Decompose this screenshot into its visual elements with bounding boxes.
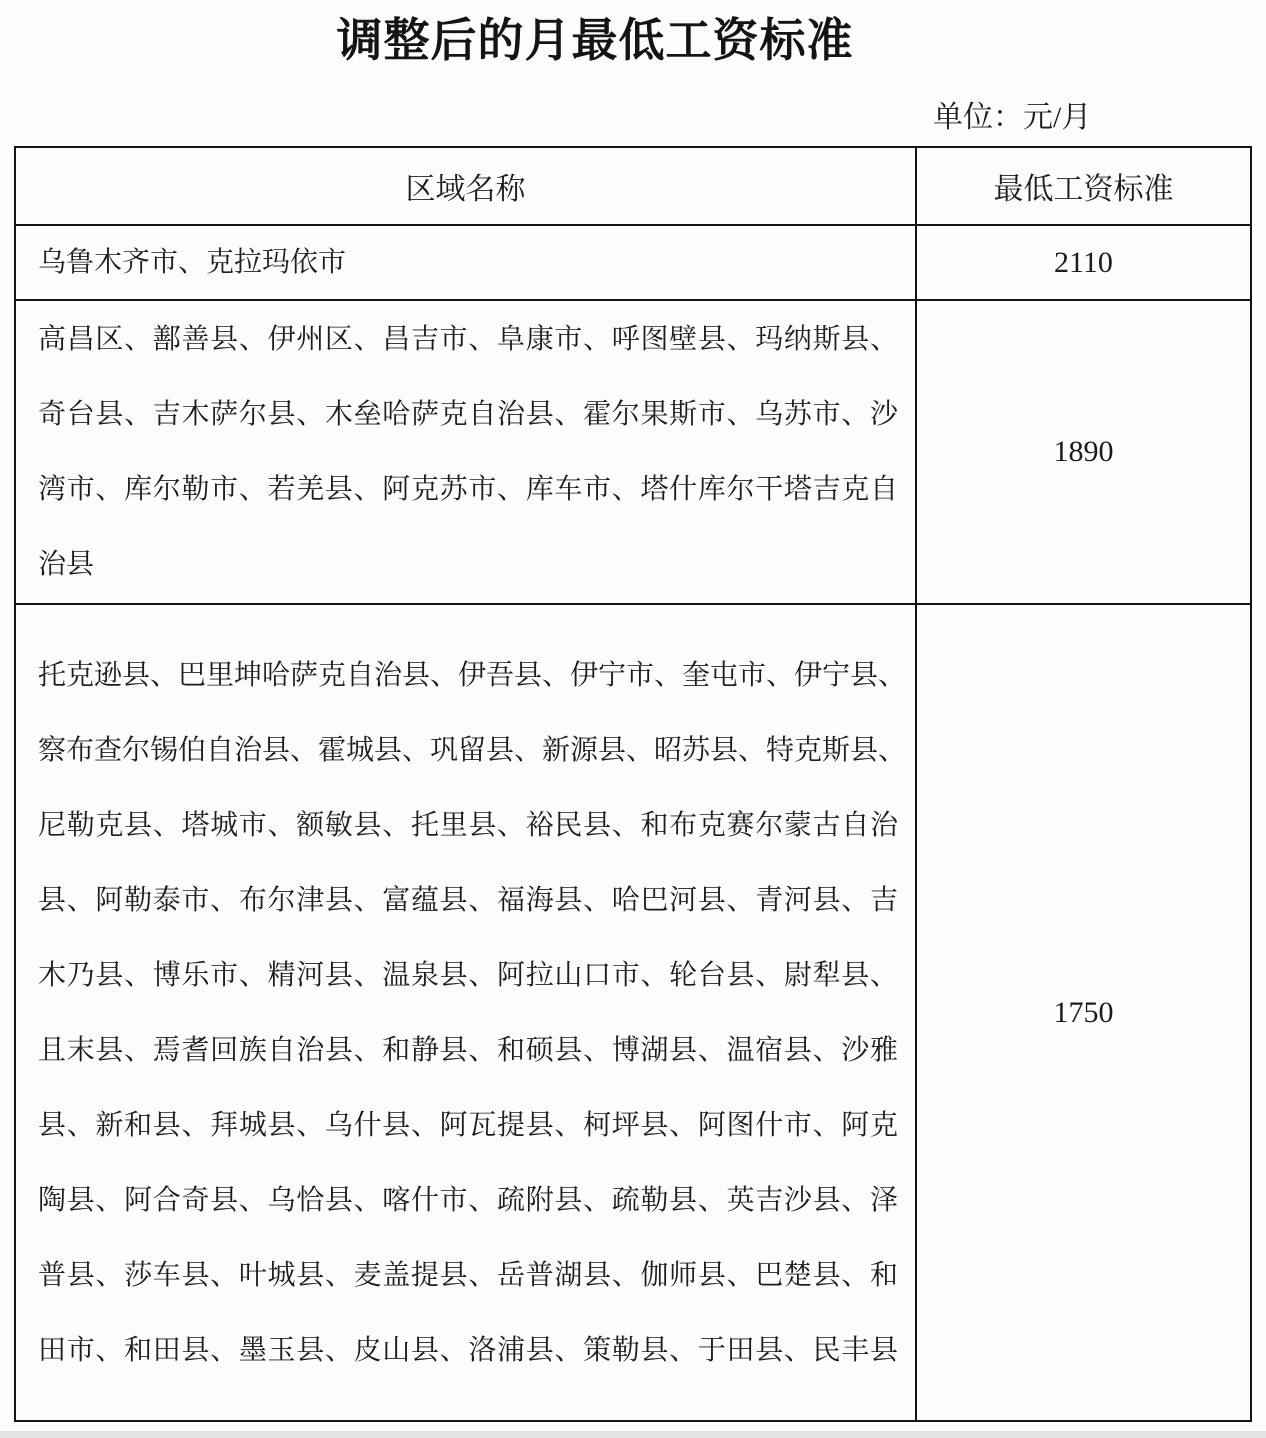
table-row — [16, 224, 1250, 299]
region-text-line: 湾市、库尔勒市、若羌县、阿克苏市、库车市、塔什库尔干塔吉克自 — [38, 474, 898, 505]
minimum-wage-table — [14, 146, 1252, 1422]
region-cell — [16, 605, 917, 1420]
region-text-line: 高昌区、鄯善县、伊州区、昌吉市、阜康市、呼图壁县、玛纳斯县、 — [38, 324, 898, 355]
region-text-line: 县、阿勒泰市、布尔津县、富蕴县、福海县、哈巴河县、青河县、吉 — [38, 884, 898, 916]
region-text-line: 托克逊县、巴里坤哈萨克自治县、伊吾县、伊宁市、奎屯市、伊宁县、 — [38, 659, 907, 691]
wage-value: 1750 — [1053, 995, 1114, 1029]
region-text-line: 察布查尔锡伯自治县、霍城县、巩留县、新源县、昭苏县、特克斯县、 — [38, 734, 907, 766]
region-cell — [16, 226, 917, 299]
region-text-line: 奇台县、吉木萨尔县、木垒哈萨克自治县、霍尔果斯市、乌苏市、沙 — [38, 399, 898, 430]
wage-value: 1890 — [1053, 435, 1114, 468]
table-row — [16, 299, 1250, 603]
region-text-line: 治县 — [38, 549, 95, 580]
region-text-line: 普县、莎车县、叶城县、麦盖提县、岳普湖县、伽师县、巴楚县、和 — [38, 1259, 898, 1291]
region-text-line: 木乃县、博乐市、精河县、温泉县、阿拉山口市、轮台县、尉犁县、 — [38, 959, 898, 991]
region-text-line: 且末县、焉耆回族自治县、和静县、和硕县、博湖县、温宿县、沙雅 — [38, 1034, 898, 1066]
page-bottom-edge — [0, 1431, 1266, 1438]
page-title: 调整后的月最低工资标准 — [336, 15, 854, 66]
region-text-line: 县、新和县、拜城县、乌什县、阿瓦提县、柯坪县、阿图什市、阿克 — [38, 1109, 898, 1141]
unit-label: 单位：元/月 — [933, 101, 1092, 134]
region-text-line: 尼勒克县、塔城市、额敏县、托里县、裕民县、和布克赛尔蒙古自治 — [38, 809, 898, 841]
region-text-line: 田市、和田县、墨玉县、皮山县、洛浦县、策勒县、于田县、民丰县 — [38, 1334, 898, 1366]
region-cell — [16, 301, 917, 603]
region-text-line: 乌鲁木齐市、克拉玛依市 — [38, 247, 347, 278]
table-row — [16, 603, 1250, 1420]
table-header-row — [16, 148, 1250, 224]
wage-column-header: 最低工资标准 — [993, 173, 1174, 206]
wage-value: 2110 — [1054, 245, 1113, 279]
region-column-header: 区域名称 — [16, 148, 917, 224]
region-text-line: 陶县、阿合奇县、乌恰县、喀什市、疏附县、疏勒县、英吉沙县、泽 — [38, 1184, 898, 1216]
